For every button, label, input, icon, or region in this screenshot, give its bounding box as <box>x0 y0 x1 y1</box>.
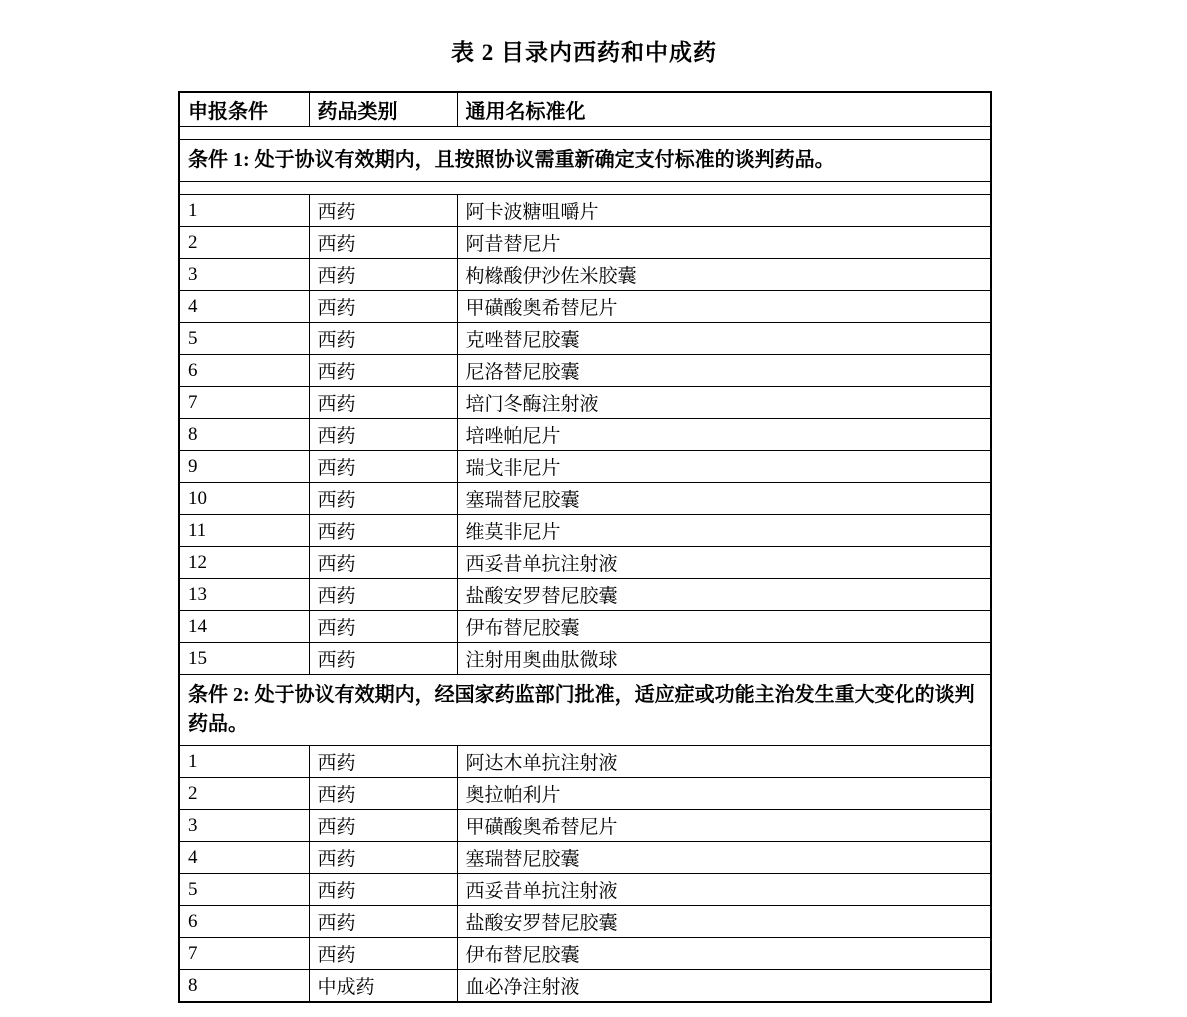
cell-generic-name: 克唑替尼胶囊 <box>457 323 991 355</box>
cell-drug-category: 中成药 <box>309 970 457 1003</box>
cell-index: 2 <box>179 778 309 810</box>
table-row <box>179 778 991 810</box>
cell-drug-category: 西药 <box>309 643 457 675</box>
cell-index: 7 <box>179 938 309 970</box>
cell-generic-name: 伊布替尼胶囊 <box>457 611 991 643</box>
table-header-row <box>179 92 991 127</box>
cell-generic-name: 甲磺酸奥希替尼片 <box>457 810 991 842</box>
cell-index: 5 <box>179 874 309 906</box>
table-row <box>179 938 991 970</box>
header-generic-name: 通用名标准化 <box>457 92 991 127</box>
cell-index: 7 <box>179 387 309 419</box>
table-row <box>179 483 991 515</box>
table-row <box>179 842 991 874</box>
condition-text: 条件 2: 处于协议有效期内，经国家药监部门批准，适应症或功能主治发生重大变化的谈判药品。 <box>179 675 991 746</box>
table-row <box>179 970 991 1003</box>
cell-drug-category: 西药 <box>309 323 457 355</box>
spacer-row <box>179 182 991 195</box>
table-row <box>179 259 991 291</box>
cell-drug-category: 西药 <box>309 195 457 227</box>
cell-index: 3 <box>179 810 309 842</box>
cell-index: 12 <box>179 547 309 579</box>
cell-index: 4 <box>179 291 309 323</box>
table-row <box>179 579 991 611</box>
cell-drug-category: 西药 <box>309 874 457 906</box>
cell-index: 4 <box>179 842 309 874</box>
cell-drug-category: 西药 <box>309 547 457 579</box>
cell-drug-category: 西药 <box>309 227 457 259</box>
table-row <box>179 611 991 643</box>
spacer-cell <box>179 127 991 140</box>
cell-index: 5 <box>179 323 309 355</box>
cell-index: 10 <box>179 483 309 515</box>
cell-generic-name: 盐酸安罗替尼胶囊 <box>457 579 991 611</box>
cell-drug-category: 西药 <box>309 355 457 387</box>
cell-generic-name: 枸橼酸伊沙佐米胶囊 <box>457 259 991 291</box>
table-row <box>179 515 991 547</box>
table-row <box>179 291 991 323</box>
cell-generic-name: 西妥昔单抗注射液 <box>457 874 991 906</box>
cell-index: 15 <box>179 643 309 675</box>
cell-drug-category: 西药 <box>309 842 457 874</box>
cell-drug-category: 西药 <box>309 579 457 611</box>
table-body <box>179 127 991 1003</box>
cell-generic-name: 瑞戈非尼片 <box>457 451 991 483</box>
cell-generic-name: 塞瑞替尼胶囊 <box>457 483 991 515</box>
cell-generic-name: 伊布替尼胶囊 <box>457 938 991 970</box>
cell-generic-name: 注射用奥曲肽微球 <box>457 643 991 675</box>
cell-index: 8 <box>179 419 309 451</box>
header-drug-category: 药品类别 <box>309 92 457 127</box>
cell-generic-name: 阿卡波糖咀嚼片 <box>457 195 991 227</box>
cell-generic-name: 西妥昔单抗注射液 <box>457 547 991 579</box>
page-title: 表 2 目录内西药和中成药 <box>451 40 717 65</box>
cell-drug-category: 西药 <box>309 746 457 778</box>
cell-index: 11 <box>179 515 309 547</box>
table-row <box>179 643 991 675</box>
drug-table <box>178 91 992 1003</box>
table-row <box>179 547 991 579</box>
cell-generic-name: 阿昔替尼片 <box>457 227 991 259</box>
cell-generic-name: 尼洛替尼胶囊 <box>457 355 991 387</box>
cell-index: 1 <box>179 195 309 227</box>
cell-generic-name: 奥拉帕利片 <box>457 778 991 810</box>
cell-drug-category: 西药 <box>309 611 457 643</box>
cell-drug-category: 西药 <box>309 451 457 483</box>
cell-index: 9 <box>179 451 309 483</box>
cell-index: 2 <box>179 227 309 259</box>
table-row <box>179 227 991 259</box>
cell-drug-category: 西药 <box>309 810 457 842</box>
table-row <box>179 387 991 419</box>
cell-drug-category: 西药 <box>309 778 457 810</box>
cell-index: 13 <box>179 579 309 611</box>
condition-row <box>179 140 991 182</box>
cell-index: 1 <box>179 746 309 778</box>
cell-drug-category: 西药 <box>309 419 457 451</box>
cell-drug-category: 西药 <box>309 483 457 515</box>
table-row <box>179 746 991 778</box>
table-row <box>179 451 991 483</box>
header-application-condition: 申报条件 <box>179 92 309 127</box>
cell-generic-name: 甲磺酸奥希替尼片 <box>457 291 991 323</box>
cell-index: 8 <box>179 970 309 1003</box>
cell-generic-name: 培唑帕尼片 <box>457 419 991 451</box>
cell-drug-category: 西药 <box>309 938 457 970</box>
cell-index: 6 <box>179 906 309 938</box>
cell-drug-category: 西药 <box>309 259 457 291</box>
cell-generic-name: 维莫非尼片 <box>457 515 991 547</box>
cell-drug-category: 西药 <box>309 387 457 419</box>
table-row <box>179 874 991 906</box>
table-row <box>179 810 991 842</box>
cell-generic-name: 血必净注射液 <box>457 970 991 1003</box>
spacer-row <box>179 127 991 140</box>
cell-drug-category: 西药 <box>309 515 457 547</box>
condition-text: 条件 1: 处于协议有效期内，且按照协议需重新确定支付标准的谈判药品。 <box>179 140 991 182</box>
table-row <box>179 355 991 387</box>
cell-drug-category: 西药 <box>309 906 457 938</box>
cell-generic-name: 阿达木单抗注射液 <box>457 746 991 778</box>
cell-index: 6 <box>179 355 309 387</box>
table-row <box>179 195 991 227</box>
cell-generic-name: 塞瑞替尼胶囊 <box>457 842 991 874</box>
cell-generic-name: 盐酸安罗替尼胶囊 <box>457 906 991 938</box>
cell-generic-name: 培门冬酶注射液 <box>457 387 991 419</box>
cell-drug-category: 西药 <box>309 291 457 323</box>
table-row <box>179 323 991 355</box>
spacer-cell <box>179 182 991 195</box>
condition-row <box>179 675 991 746</box>
cell-index: 14 <box>179 611 309 643</box>
table-row <box>179 419 991 451</box>
cell-index: 3 <box>179 259 309 291</box>
table-row <box>179 906 991 938</box>
